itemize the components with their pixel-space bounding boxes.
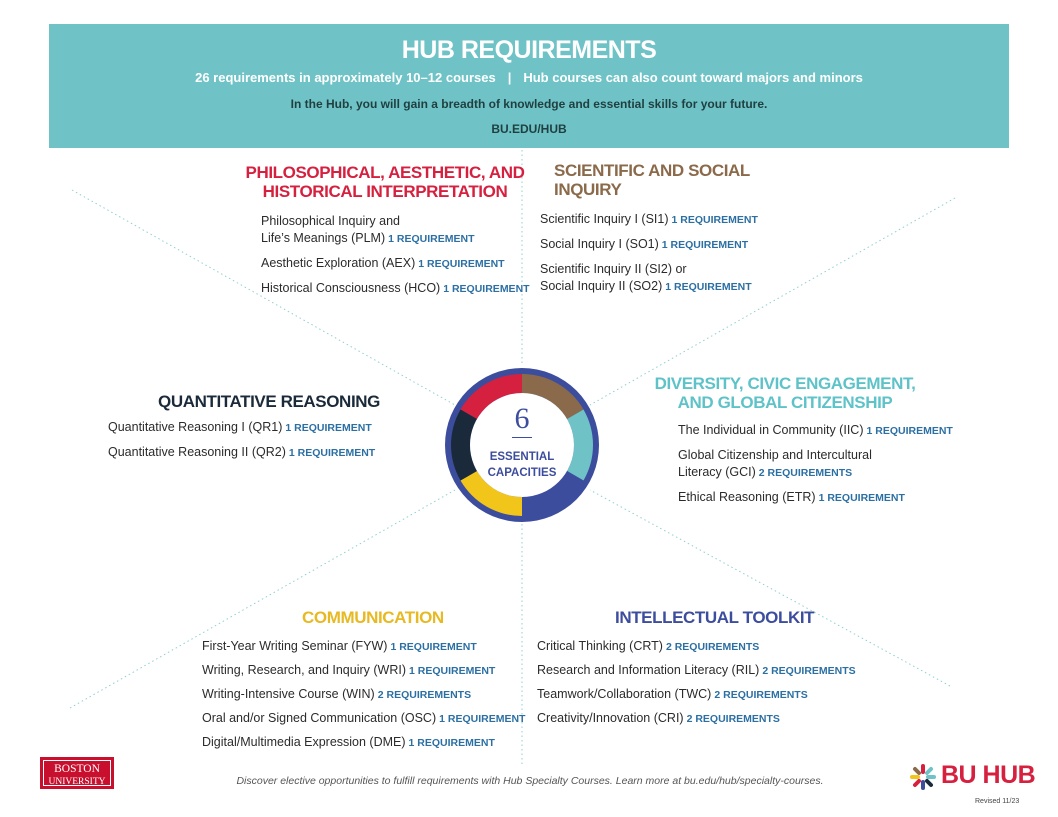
section-intellectual-toolkit bbox=[537, 608, 867, 734]
requirement-count: 2 REQUIREMENTS bbox=[377, 689, 472, 701]
requirement-count: 1 REQUIREMENT bbox=[665, 281, 752, 293]
requirement-name: Writing-Intensive Course (WIN) bbox=[202, 687, 375, 701]
requirement-item bbox=[261, 213, 530, 248]
footer-note: Discover elective opportunities to fulfill requirements with Hub Specialty Courses. Learn more at bu.edu/hub/specialty-courses. bbox=[236, 775, 824, 787]
page-title: HUB REQUIREMENTS bbox=[401, 36, 657, 64]
header-tagline: In the Hub, you will gain a breadth of knowledge and essential skills for your future. bbox=[290, 97, 768, 111]
section-title: SCIENTIFIC AND SOCIAL INQUIRY bbox=[554, 161, 750, 199]
requirement-item bbox=[537, 710, 867, 728]
requirement-name: Global Citizenship and Intercultural bbox=[678, 448, 872, 462]
requirement-count: 1 REQUIREMENT bbox=[390, 641, 477, 653]
requirement-count: 1 REQUIREMENT bbox=[409, 665, 496, 677]
requirement-count: 1 REQUIREMENT bbox=[285, 422, 372, 434]
section-title: COMMUNICATION bbox=[302, 608, 444, 627]
header-url: BU.EDU/HUB bbox=[491, 122, 567, 136]
capacities-count: 6 bbox=[514, 402, 530, 435]
header-banner bbox=[49, 24, 1009, 148]
requirement-count: 2 REQUIREMENTS bbox=[665, 641, 760, 653]
requirement-name: Digital/Multimedia Expression (DME) bbox=[202, 735, 406, 749]
capacities-label-line-2: CAPACITIES bbox=[487, 467, 557, 479]
requirement-count: 2 REQUIREMENTS bbox=[758, 467, 853, 479]
requirement-item bbox=[678, 489, 978, 507]
requirement-name: Writing, Research, and Inquiry (WRI) bbox=[202, 663, 406, 677]
capacities-count-underline bbox=[512, 437, 532, 438]
requirement-count: 1 REQUIREMENT bbox=[866, 425, 953, 437]
requirement-name: Quantitative Reasoning II (QR2) bbox=[108, 445, 286, 459]
requirement-item bbox=[202, 710, 532, 728]
requirement-name-cont: Literacy (GCI) bbox=[678, 465, 756, 479]
requirement-count: 1 REQUIREMENT bbox=[661, 239, 749, 251]
requirement-count: 1 REQUIREMENT bbox=[818, 492, 905, 504]
requirement-name: Teamwork/Collaboration (TWC) bbox=[537, 687, 712, 701]
requirement-name: Oral and/or Signed Communication (OSC) bbox=[202, 711, 437, 725]
section-title-line-2: HISTORICAL INTERPRETATION bbox=[262, 182, 508, 201]
section-scientific bbox=[540, 161, 800, 303]
requirement-name: Ethical Reasoning (ETR) bbox=[678, 490, 816, 504]
requirement-name: Research and Information Literacy (RIL) bbox=[537, 663, 760, 677]
requirement-item bbox=[202, 662, 532, 680]
requirement-item bbox=[261, 255, 530, 273]
requirement-name: Creativity/Innovation (CRI) bbox=[537, 711, 684, 725]
requirement-count: 2 REQUIREMENTS bbox=[762, 665, 856, 677]
section-communication bbox=[202, 608, 532, 758]
section-diversity bbox=[654, 374, 978, 514]
requirement-name: The Individual in Community (IIC) bbox=[678, 423, 864, 437]
requirement-item bbox=[261, 280, 530, 298]
capacities-label-line-1: ESSENTIAL bbox=[489, 451, 555, 463]
requirement-item bbox=[540, 236, 800, 254]
requirement-item bbox=[540, 211, 800, 229]
requirement-name: Philosophical Inquiry and bbox=[261, 214, 400, 228]
capacities-label bbox=[443, 449, 601, 481]
logo-line-2: UNIVERSITY bbox=[48, 777, 106, 787]
requirement-item bbox=[537, 686, 867, 704]
requirement-item bbox=[537, 662, 867, 680]
header-subtitle-left: 26 requirements in approximately 10–12 courses bbox=[195, 70, 496, 85]
requirement-name: Quantitative Reasoning I (QR1) bbox=[108, 420, 283, 434]
requirement-item bbox=[202, 734, 532, 752]
logo-line-1: BOSTON bbox=[54, 763, 100, 775]
bu-hub-mark-icon bbox=[910, 764, 936, 790]
requirement-count: 1 REQUIREMENT bbox=[408, 737, 495, 749]
capacities-donut bbox=[443, 366, 601, 524]
header-subtitle-right: Hub courses can also count toward majors and minors bbox=[523, 70, 863, 85]
requirement-count: 1 REQUIREMENT bbox=[418, 258, 505, 270]
requirement-item bbox=[537, 638, 867, 656]
requirement-name: Scientific Inquiry II (SI2) or bbox=[540, 262, 687, 276]
revised-date: Revised 11/23 bbox=[975, 798, 1020, 805]
requirement-name: First-Year Writing Seminar (FYW) bbox=[202, 639, 388, 653]
bu-hub-wordmark: BU HUB bbox=[941, 761, 1036, 789]
boston-university-logo bbox=[40, 757, 114, 789]
requirement-name: Aesthetic Exploration (AEX) bbox=[261, 256, 416, 270]
requirement-count: 1 REQUIREMENT bbox=[288, 447, 376, 459]
requirement-item bbox=[202, 686, 532, 704]
requirement-name: Historical Consciousness (HCO) bbox=[261, 281, 441, 295]
requirement-item bbox=[108, 444, 408, 462]
requirement-count: 1 REQUIREMENT bbox=[671, 214, 758, 226]
requirement-name: Critical Thinking (CRT) bbox=[537, 639, 663, 653]
requirement-name: Scientific Inquiry I (SI1) bbox=[540, 212, 669, 226]
section-title: INTELLECTUAL TOOLKIT bbox=[615, 608, 815, 627]
section-philosophical bbox=[240, 163, 530, 305]
section-title: QUANTITATIVE REASONING bbox=[158, 392, 380, 411]
requirement-item bbox=[678, 447, 978, 482]
requirement-count: 1 REQUIREMENT bbox=[439, 713, 526, 725]
section-title-line-1: PHILOSOPHICAL, AESTHETIC, AND bbox=[245, 163, 525, 182]
requirement-item bbox=[108, 419, 408, 437]
header-subtitle-separator: | bbox=[507, 70, 512, 85]
section-title bbox=[240, 163, 530, 201]
requirement-name: Social Inquiry I (SO1) bbox=[540, 237, 659, 251]
header-subtitle bbox=[49, 70, 1009, 85]
requirement-item bbox=[678, 422, 978, 440]
section-title bbox=[648, 374, 922, 412]
requirement-count: 1 REQUIREMENT bbox=[388, 233, 475, 245]
section-title-line-2: AND GLOBAL CITIZENSHIP bbox=[677, 393, 893, 412]
requirement-count: 2 REQUIREMENTS bbox=[714, 689, 808, 701]
requirement-name-cont: Life’s Meanings (PLM) bbox=[261, 231, 386, 245]
requirement-item bbox=[202, 638, 532, 656]
section-title-line-1: DIVERSITY, CIVIC ENGAGEMENT, bbox=[654, 374, 916, 393]
requirement-name-cont: Social Inquiry II (SO2) bbox=[540, 279, 663, 293]
section-quantitative bbox=[108, 392, 408, 469]
requirement-count: 1 REQUIREMENT bbox=[443, 283, 530, 295]
requirement-count: 2 REQUIREMENTS bbox=[686, 713, 780, 725]
requirement-item bbox=[540, 261, 800, 296]
